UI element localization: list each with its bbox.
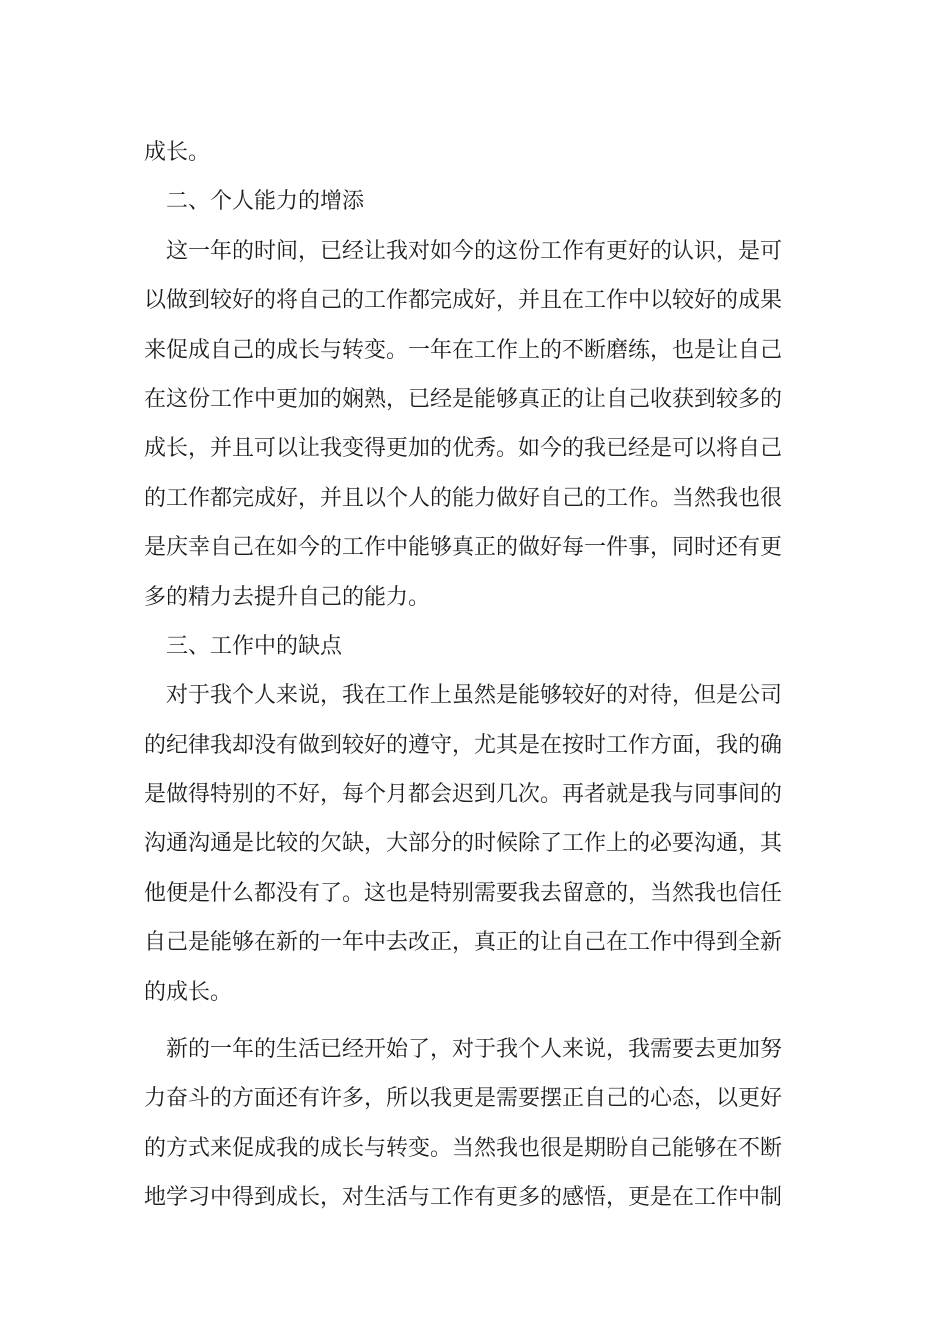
paragraph-line: 地学习中得到成长，对生活与工作有更多的感悟，更是在工作中制 [144, 1185, 783, 1211]
section-heading-ability: 二、个人能力的增添 [166, 189, 365, 215]
paragraph-line: 新的一年的生活已经开始了，对于我个人来说，我需要去更加努 [166, 1037, 783, 1063]
paragraph-line: 是做得特别的不好，每个月都会迟到几次。再者就是我与同事间的 [144, 782, 783, 808]
paragraph-line: 的成长。 [144, 979, 233, 1005]
paragraph-line: 对于我个人来说，我在工作上虽然是能够较好的对待，但是公司 [166, 683, 783, 709]
paragraph-line: 是庆幸自己在如今的工作中能够真正的做好每一件事，同时还有更 [144, 535, 783, 561]
paragraph-line: 多的精力去提升自己的能力。 [144, 584, 431, 610]
paragraph-line: 的纪律我却没有做到较好的遵守，尤其是在按时工作方面，我的确 [144, 732, 783, 758]
paragraph-line: 成长，并且可以让我变得更加的优秀。如今的我已经是可以将自己 [144, 436, 783, 462]
paragraph-continuation-line: 成长。 [144, 140, 211, 165]
paragraph-gap [144, 1017, 808, 1025]
paragraph-line: 这一年的时间，已经让我对如今的这份工作有更好的认识，是可 [166, 238, 783, 264]
paragraph-line: 以做到较好的将自己的工作都完成好，并且在工作中以较好的成果 [144, 288, 783, 314]
paragraph-line: 的方式来促成我的成长与转变。当然我也很是期盼自己能够在不断 [144, 1135, 783, 1161]
paragraph-line: 自己是能够在新的一年中去改正，真正的让自己在工作中得到全新 [144, 930, 783, 956]
paragraph-line: 在这份工作中更加的娴熟，已经是能够真正的让自己收获到较多的 [144, 386, 783, 412]
paragraph-line: 力奋斗的方面还有许多，所以我更是需要摆正自己的心态，以更好 [144, 1086, 783, 1112]
paragraph-line: 来促成自己的成长与转变。一年在工作上的不断磨练，也是让自己 [144, 337, 783, 363]
paragraph-line: 他便是什么都没有了。这也是特别需要我去留意的，当然我也信任 [144, 880, 783, 906]
paragraph-line: 沟通沟通是比较的欠缺，大部分的时候除了工作上的必要沟通，其 [144, 831, 783, 857]
paragraph-line: 的工作都完成好，并且以个人的能力做好自己的工作。当然我也很 [144, 485, 783, 511]
document-body [144, 128, 808, 1223]
section-heading-shortcomings: 三、工作中的缺点 [166, 633, 343, 659]
